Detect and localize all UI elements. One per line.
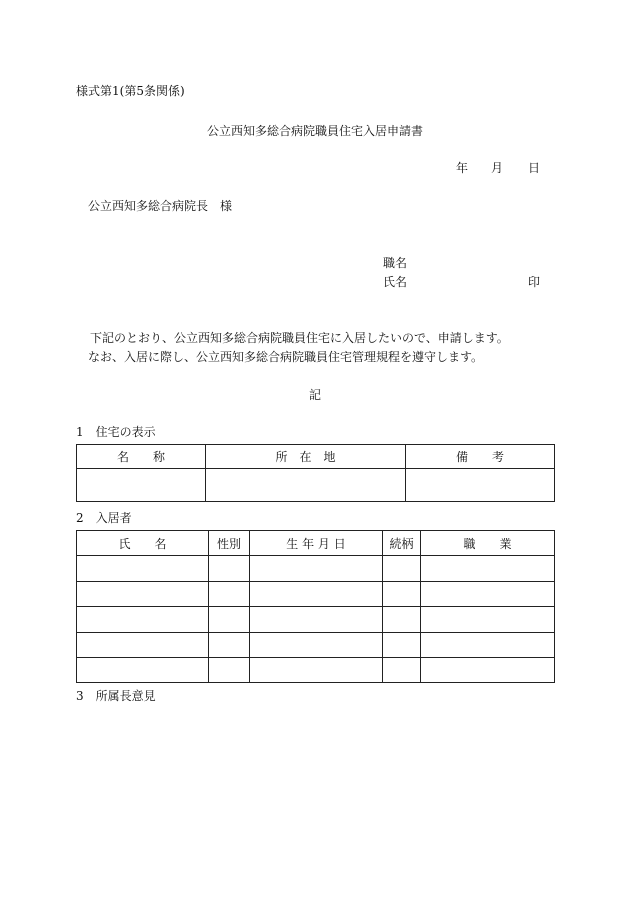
occupants-table <box>76 530 555 683</box>
occupant-birthdate-cell[interactable] <box>250 657 383 682</box>
table-row <box>77 632 555 657</box>
occupants-table-header-row <box>77 531 555 556</box>
table-row <box>77 657 555 682</box>
occupant-gender-cell[interactable] <box>209 657 250 682</box>
occupant-relationship-cell[interactable] <box>383 657 421 682</box>
housing-name-cell[interactable] <box>77 469 206 502</box>
housing-remarks-cell[interactable] <box>406 469 555 502</box>
addressee: 公立西知多総合病院長 様 <box>88 199 233 213</box>
table-row <box>77 607 555 632</box>
occupant-occupation-cell[interactable] <box>421 581 555 606</box>
form-number: 様式第1(第5条関係) <box>76 84 185 98</box>
table-row <box>77 581 555 606</box>
table-row <box>77 469 555 502</box>
occupant-occupation-cell[interactable] <box>421 556 555 581</box>
occupant-relationship-cell[interactable] <box>383 632 421 657</box>
seal-label: 印 <box>528 275 541 289</box>
body-text-line1: 下記のとおり、公立西知多総合病院職員住宅に入居したいので、申請します。 <box>90 331 509 345</box>
section1-heading: 1 住宅の表示 <box>76 425 156 439</box>
occupant-birthdate-header: 生 年 月 日 <box>250 531 383 556</box>
table-row <box>77 556 555 581</box>
occupant-gender-cell[interactable] <box>209 556 250 581</box>
occupant-name-cell[interactable] <box>77 556 209 581</box>
housing-location-header: 所 在 地 <box>206 445 406 469</box>
section3-heading: 3 所属長意見 <box>76 689 156 703</box>
date-year-label: 年 <box>456 161 469 175</box>
occupant-occupation-cell[interactable] <box>421 632 555 657</box>
ki-marker: 記 <box>308 388 321 402</box>
occupant-gender-cell[interactable] <box>209 581 250 606</box>
occupant-birthdate-cell[interactable] <box>250 607 383 632</box>
date-month-label: 月 <box>491 161 504 175</box>
body-text-line2: なお、入居に際し、公立西知多総合病院職員住宅管理規程を遵守します。 <box>76 350 484 364</box>
section2-heading: 2 入居者 <box>76 511 132 525</box>
housing-name-header: 名 称 <box>77 445 206 469</box>
occupant-occupation-cell[interactable] <box>421 657 555 682</box>
occupant-occupation-cell[interactable] <box>421 607 555 632</box>
occupant-relationship-cell[interactable] <box>383 556 421 581</box>
occupant-gender-cell[interactable] <box>209 607 250 632</box>
housing-location-cell[interactable] <box>206 469 406 502</box>
document-title: 公立西知多総合病院職員住宅入居申請書 <box>206 124 423 138</box>
occupant-gender-cell[interactable] <box>209 632 250 657</box>
occupant-name-cell[interactable] <box>77 607 209 632</box>
date-day-label: 日 <box>528 161 541 175</box>
occupant-gender-header: 性別 <box>209 531 250 556</box>
occupant-birthdate-cell[interactable] <box>250 556 383 581</box>
occupant-name-cell[interactable] <box>77 581 209 606</box>
occupant-relationship-cell[interactable] <box>383 607 421 632</box>
occupant-occupation-header: 職 業 <box>421 531 555 556</box>
occupant-name-header: 氏 名 <box>77 531 209 556</box>
occupant-name-cell[interactable] <box>77 632 209 657</box>
housing-table <box>76 444 555 502</box>
occupant-birthdate-cell[interactable] <box>250 581 383 606</box>
occupant-name-cell[interactable] <box>77 657 209 682</box>
occupant-relationship-header: 続柄 <box>383 531 421 556</box>
position-label: 職名 <box>383 256 408 270</box>
name-label: 氏名 <box>383 275 408 289</box>
occupant-birthdate-cell[interactable] <box>250 632 383 657</box>
housing-table-header-row <box>77 445 555 469</box>
housing-remarks-header: 備 考 <box>406 445 555 469</box>
occupant-relationship-cell[interactable] <box>383 581 421 606</box>
